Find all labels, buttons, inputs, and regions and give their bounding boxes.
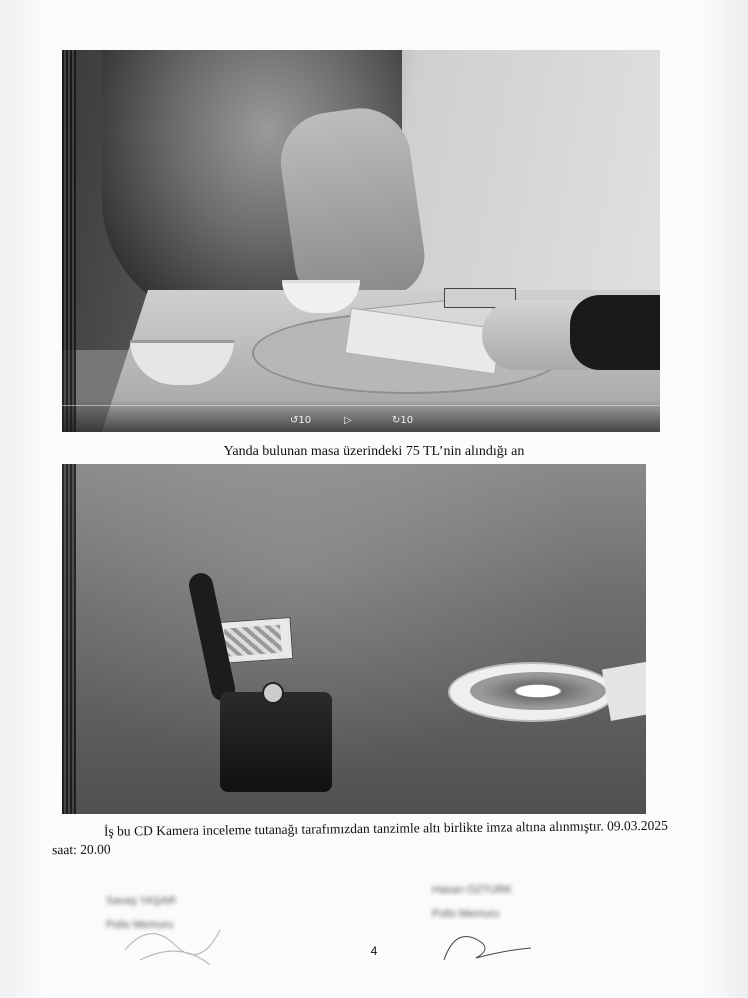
signatory-name: Hasan ÖZTÜRK (432, 884, 513, 896)
paper-sheet (602, 659, 646, 721)
photo-caption: Yanda bulunan masa üzerindeki 75 TL’nin alındığı an (223, 444, 525, 459)
closing-statement: İş bu CD Kamera inceleme tutanağı tarafımızdan tanzimle altı birlikte imza altına alınmıştır. 09.03.2025 saat: 20.00 (52, 817, 668, 858)
signatory-title: Polis Memuru (432, 908, 500, 920)
photo-radio-on-table (62, 464, 646, 814)
play-icon: ▷ (344, 415, 352, 426)
video-controls (62, 400, 660, 432)
food (470, 672, 606, 710)
photo-money-on-table (62, 50, 660, 432)
signatory-title: Polis Memuru (106, 919, 174, 931)
radio-body (220, 692, 332, 792)
radio-knob (262, 682, 284, 704)
signatory-name: Savaş YAŞAR (106, 895, 176, 907)
signature-scribble-left (120, 910, 230, 970)
page-number: 4 (370, 944, 378, 958)
forward-icon: ↻10 (392, 415, 414, 426)
rewind-icon: ↺10 (290, 415, 312, 426)
